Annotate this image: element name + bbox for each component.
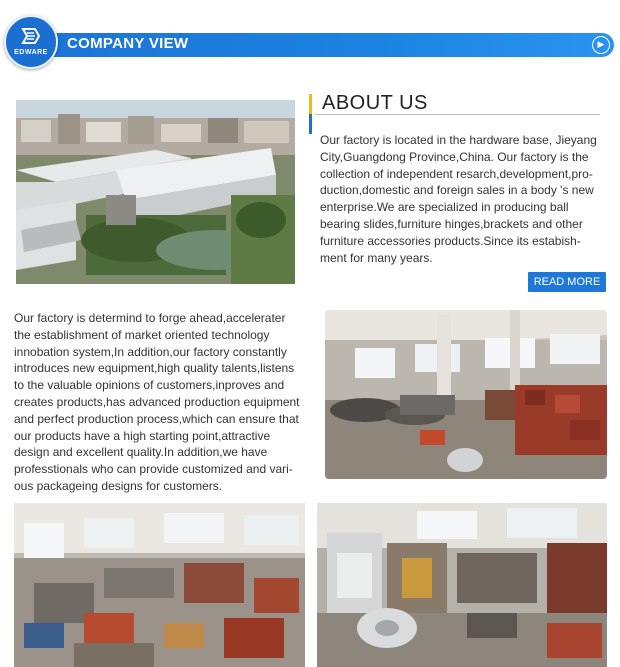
text-line: innobation system,In addition,our factory constantly (14, 344, 287, 359)
text-line: design and excellent quality.In addition,we have (14, 445, 268, 460)
text-line: our products have a high starting point,attractive (14, 428, 271, 443)
edware-logo-icon (20, 25, 42, 47)
section-title: COMPANY VIEW (67, 35, 189, 52)
text-line: introduces new equipment,high quality talents,listens (14, 361, 295, 376)
about-paragraph (320, 132, 610, 266)
text-line: creates products,has advanced production equipment (14, 394, 300, 409)
text-line: Our factory is located in the hardware base, Jieyang (320, 133, 597, 147)
divider (315, 114, 600, 115)
workshop-machines-photo (325, 310, 607, 479)
text-line: duction,domestic and foreign sales in a body 's new (320, 183, 594, 198)
text-line: ous packageing designs for customers. (14, 478, 223, 493)
text-line: ment for many years. (320, 250, 433, 265)
machinery-aisle-photo (317, 503, 607, 667)
logo-text: EDWARE (14, 49, 48, 56)
read-more-button[interactable]: READ MORE (528, 272, 606, 292)
factory-aerial-photo (16, 100, 295, 284)
about-accent (309, 94, 312, 134)
text-line: professtionals who can provide customized and vari- (14, 462, 293, 477)
text-line: the establishment of market oriented technology (14, 327, 270, 342)
text-line: to the valuable opinions of customers,inproves and (14, 378, 285, 393)
factory-paragraph (14, 310, 314, 495)
text-line: bearing slides,furniture hinges,brackets and other (320, 216, 583, 231)
brand-logo[interactable] (4, 15, 58, 69)
text-line: collection of independent resarch,development,pro- (320, 166, 593, 181)
text-line: City,Guangdong Province,China. Our factory is the (320, 149, 589, 164)
text-line: enterprise.We are specialized in producing ball (320, 200, 569, 215)
text-line: and perfect production process,which can ensure that (14, 411, 299, 426)
text-line: Our factory is determind to forge ahead,accelerater (14, 311, 286, 325)
about-title: ABOUT US (322, 92, 428, 114)
text-line: furniture accessories products.Since its estabish- (320, 233, 581, 248)
production-floor-photo (14, 503, 305, 667)
play-arrow-icon[interactable]: ▶ (592, 36, 610, 54)
section-header (0, 0, 620, 78)
